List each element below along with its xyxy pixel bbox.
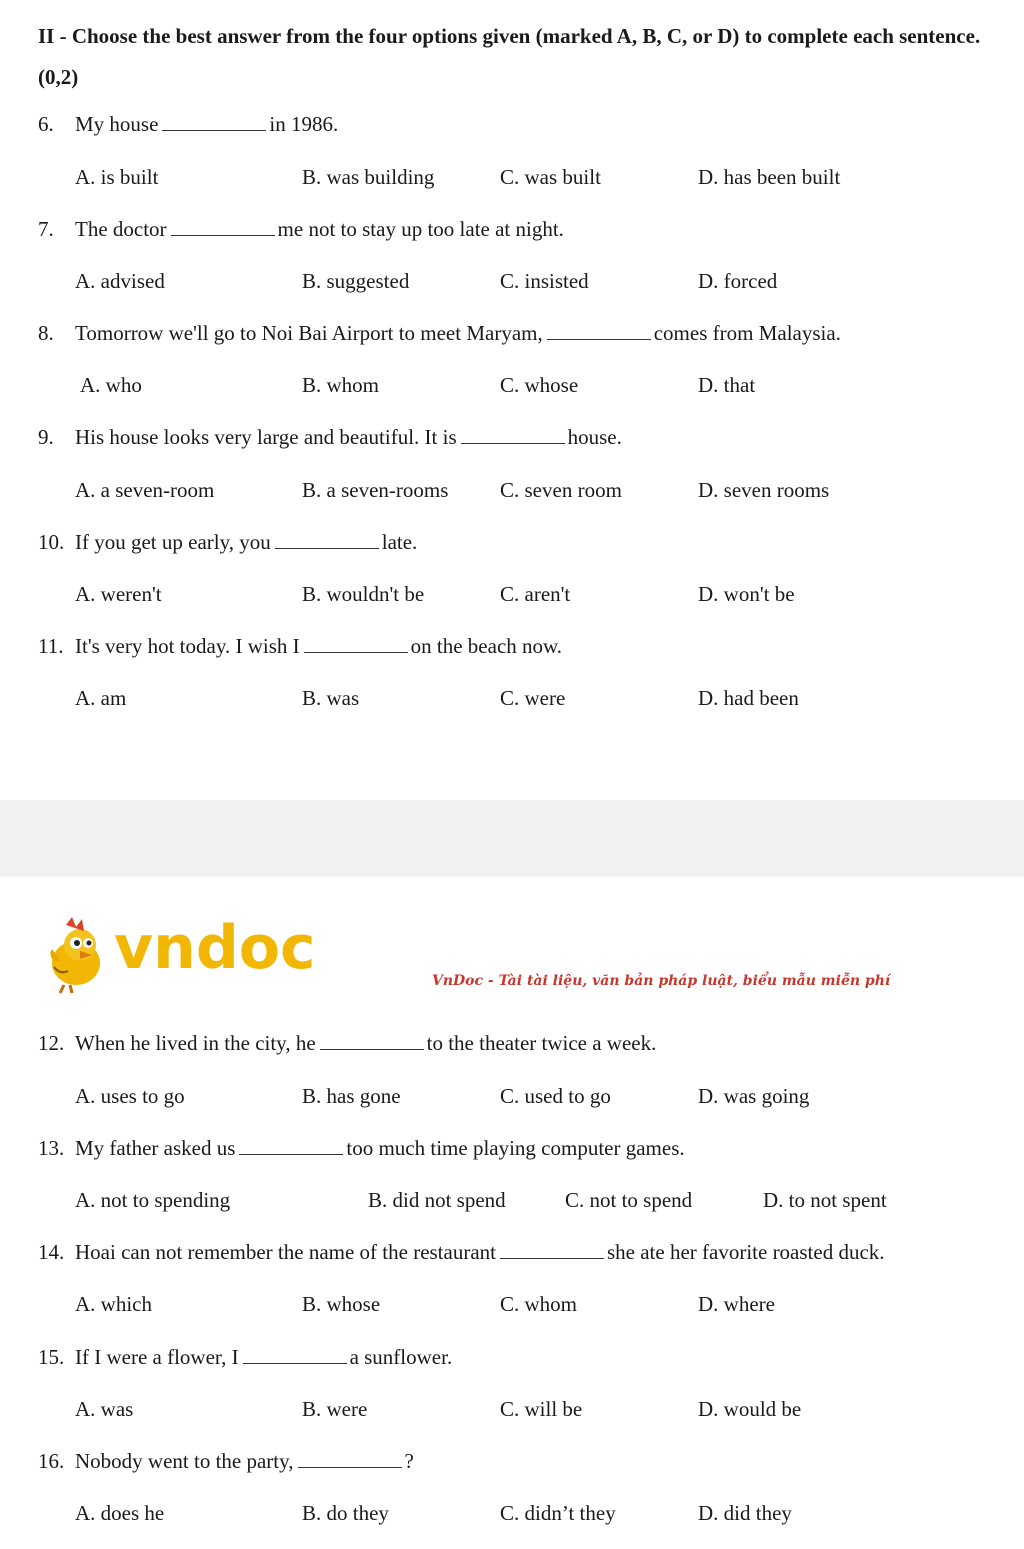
question-text-before: When he lived in the city, he (75, 1031, 316, 1055)
answer-blank (320, 1031, 424, 1050)
question-text-after: me not to stay up too late at night. (277, 217, 564, 241)
option-c[interactable]: C. were (500, 686, 566, 710)
option-a[interactable]: A. who (80, 373, 142, 397)
question-text-before: If I were a flower, I (75, 1345, 239, 1369)
option-c[interactable]: C. whose (500, 373, 579, 397)
question-9 (38, 425, 622, 450)
question-text-after: in 1986. (269, 112, 339, 136)
question-text-after: late. (381, 530, 418, 554)
option-c[interactable]: C. was built (500, 165, 601, 189)
question-number: 8. (38, 321, 54, 345)
option-a[interactable]: A. does he (75, 1501, 165, 1525)
brand-tagline: VnDoc - Tài tài liệu, văn bản pháp luật, biểu mẫu miễn phí (432, 973, 891, 989)
question-number: 10. (38, 530, 65, 554)
option-b[interactable]: B. was building (302, 165, 435, 189)
logo-wordmark: vndoc (114, 913, 316, 983)
question-number: 15. (38, 1345, 65, 1369)
option-c[interactable]: C. insisted (500, 269, 589, 293)
option-a[interactable]: A. is built (75, 165, 159, 189)
question-text-before: Nobody went to the party, (75, 1449, 294, 1473)
question-number: 6. (38, 112, 54, 136)
question-number: 11. (38, 634, 64, 658)
page-separator (0, 800, 1024, 877)
option-a[interactable]: A. uses to go (75, 1084, 185, 1108)
option-b[interactable]: B. were (302, 1397, 368, 1421)
answer-blank (461, 425, 565, 444)
question-text-after: comes from Malaysia. (653, 321, 841, 345)
question-8 (38, 321, 841, 346)
option-c[interactable]: C. not to spend (565, 1188, 693, 1212)
answer-blank (547, 321, 651, 340)
question-6 (38, 112, 338, 137)
option-a[interactable]: A. was (75, 1397, 134, 1421)
option-d[interactable]: D. to not spent (763, 1188, 887, 1212)
question-14 (38, 1240, 885, 1265)
question-text-before: My father asked us (75, 1136, 236, 1160)
question-text-after: a sunflower. (349, 1345, 453, 1369)
option-c[interactable]: C. will be (500, 1397, 583, 1421)
question-text-before: The doctor (75, 217, 167, 241)
option-b[interactable]: B. a seven-rooms (302, 478, 449, 502)
option-c[interactable]: C. used to go (500, 1084, 611, 1108)
answer-blank (500, 1240, 604, 1259)
question-text-after: house. (567, 425, 622, 449)
option-a[interactable]: A. advised (75, 269, 165, 293)
answer-blank (304, 634, 408, 653)
question-text-after: ? (404, 1449, 414, 1473)
question-text-after: she ate her favorite roasted duck. (606, 1240, 885, 1264)
option-d[interactable]: D. has been built (698, 165, 841, 189)
option-d[interactable]: D. would be (698, 1397, 802, 1421)
question-13 (38, 1136, 685, 1161)
answer-blank (171, 217, 275, 236)
question-text-before: Tomorrow we'll go to Noi Bai Airport to meet Maryam, (75, 321, 543, 345)
vndoc-logo (46, 915, 346, 995)
option-b[interactable]: B. did not spend (368, 1188, 506, 1212)
question-11 (38, 634, 562, 659)
answer-blank (275, 530, 379, 549)
chick-mascot-icon (46, 915, 112, 995)
question-text-after: too much time playing computer games. (346, 1136, 685, 1160)
answer-blank (243, 1345, 347, 1364)
question-text-before: Hoai can not remember the name of the restaurant (75, 1240, 496, 1264)
option-b[interactable]: B. whose (302, 1292, 381, 1316)
option-c[interactable]: C. seven room (500, 478, 622, 502)
option-a[interactable]: A. not to spending (75, 1188, 231, 1212)
question-text-after: to the theater twice a week. (426, 1031, 657, 1055)
option-b[interactable]: B. whom (302, 373, 380, 397)
question-text-before: My house (75, 112, 159, 136)
option-b[interactable]: B. has gone (302, 1084, 401, 1108)
question-number: 9. (38, 425, 54, 449)
option-d[interactable]: D. had been (698, 686, 799, 710)
question-text-after: on the beach now. (410, 634, 563, 658)
answer-blank (298, 1449, 402, 1468)
option-d[interactable]: D. forced (698, 269, 778, 293)
question-number: 16. (38, 1449, 65, 1473)
option-b[interactable]: B. was (302, 686, 360, 710)
question-number: 12. (38, 1031, 65, 1055)
answer-blank (239, 1136, 343, 1155)
option-d[interactable]: D. seven rooms (698, 478, 830, 502)
option-b[interactable]: B. suggested (302, 269, 410, 293)
option-d[interactable]: D. that (698, 373, 756, 397)
question-number: 13. (38, 1136, 65, 1160)
question-number: 14. (38, 1240, 65, 1264)
question-10 (38, 530, 417, 555)
answer-blank (162, 112, 266, 131)
question-text-before: His house looks very large and beautiful. It is (75, 425, 457, 449)
option-a[interactable]: A. which (75, 1292, 152, 1316)
question-number: 7. (38, 217, 54, 241)
question-12 (38, 1031, 656, 1056)
question-text-before: If you get up early, you (75, 530, 271, 554)
option-d[interactable]: D. was going (698, 1084, 810, 1108)
option-b[interactable]: B. do they (302, 1501, 389, 1525)
option-d[interactable]: D. where (698, 1292, 775, 1316)
page-two (0, 877, 1024, 1549)
question-16 (38, 1449, 414, 1474)
option-a[interactable]: A. am (75, 686, 127, 710)
option-d[interactable]: D. did they (698, 1501, 792, 1525)
option-a[interactable]: A. a seven-room (75, 478, 215, 502)
option-b[interactable]: B. wouldn't be (302, 582, 425, 606)
option-d[interactable]: D. won't be (698, 582, 795, 606)
question-text-before: It's very hot today. I wish I (75, 634, 300, 658)
option-a[interactable]: A. weren't (75, 582, 162, 606)
question-7 (38, 217, 564, 242)
option-c[interactable]: C. aren't (500, 582, 571, 606)
option-c[interactable]: C. whom (500, 1292, 578, 1316)
question-15 (38, 1345, 452, 1370)
option-c[interactable]: C. didn’t they (500, 1501, 616, 1525)
instruction-heading: II - Choose the best answer from the four options given (marked A, B, C, or D) to complete each sentence. (0,2) (38, 24, 981, 89)
